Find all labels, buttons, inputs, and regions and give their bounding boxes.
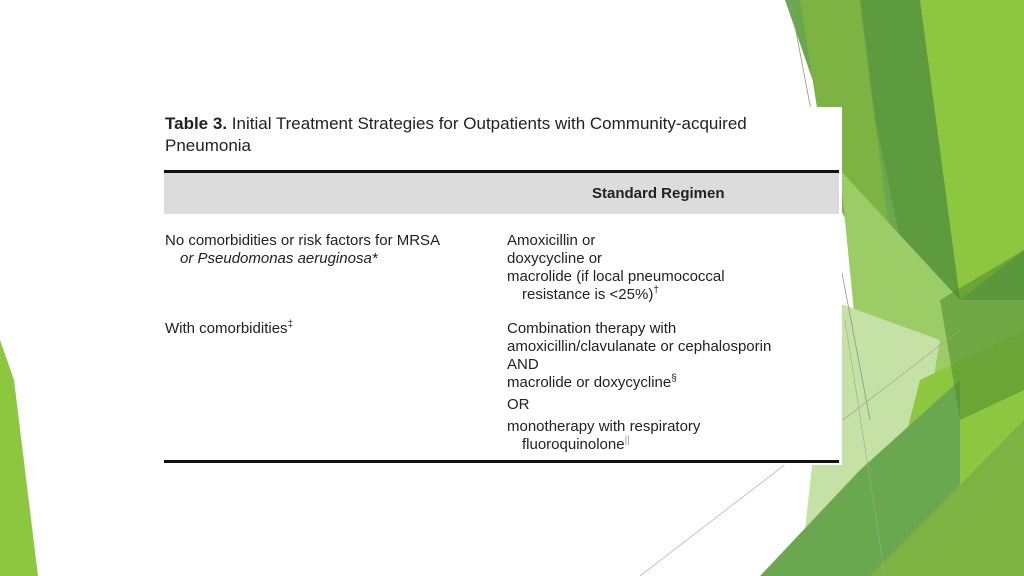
- table-figure: [160, 107, 842, 465]
- condition-line: [165, 320, 293, 338]
- regimen-line: [507, 436, 771, 454]
- footnote-mark: †: [653, 285, 659, 296]
- footnote-mark: §: [671, 373, 677, 384]
- condition-line: No comorbidities or risk factors for MRSA: [165, 232, 441, 249]
- table-row-1-regimen: [507, 232, 725, 304]
- header-band: [164, 173, 839, 214]
- regimen-line: macrolide (if local pneumococcal: [507, 268, 725, 285]
- caption-text: Initial Treatment Strategies for Outpatients with Community-acquired Pneumonia: [165, 114, 747, 155]
- table-row-1-condition: [165, 232, 440, 268]
- regimen-text: fluoroquinolone: [522, 436, 625, 453]
- regimen-line: monotherapy with respiratory: [507, 418, 701, 435]
- caption-label: Table 3.: [165, 114, 228, 133]
- table-caption: [165, 113, 825, 157]
- regimen-text: macrolide or doxycycline: [507, 374, 672, 391]
- regimen-line: OR: [507, 396, 530, 413]
- regimen-line: [507, 286, 725, 304]
- regimen-line: Combination therapy with: [507, 320, 677, 337]
- table-row-2-regimen: [507, 320, 771, 454]
- regimen-line: Amoxicillin or: [507, 232, 596, 249]
- regimen-line: doxycycline or: [507, 250, 603, 267]
- regimen-line: AND: [507, 356, 539, 373]
- regimen-line: amoxicillin/clavulanate or cephalosporin: [507, 338, 772, 355]
- table-row-2-condition: [165, 320, 293, 338]
- regimen-line: [507, 374, 771, 392]
- condition-line: or Pseudomonas aeruginosa*: [180, 250, 378, 267]
- bottom-rule: [164, 460, 839, 463]
- footnote-mark: ||: [624, 435, 630, 446]
- condition-text: With comorbidities: [165, 320, 288, 337]
- column-header: Standard Regimen: [592, 185, 725, 202]
- regimen-text: resistance is <25%): [522, 286, 654, 303]
- footnote-mark: ‡: [287, 319, 294, 330]
- green-sliver-left: [0, 340, 38, 576]
